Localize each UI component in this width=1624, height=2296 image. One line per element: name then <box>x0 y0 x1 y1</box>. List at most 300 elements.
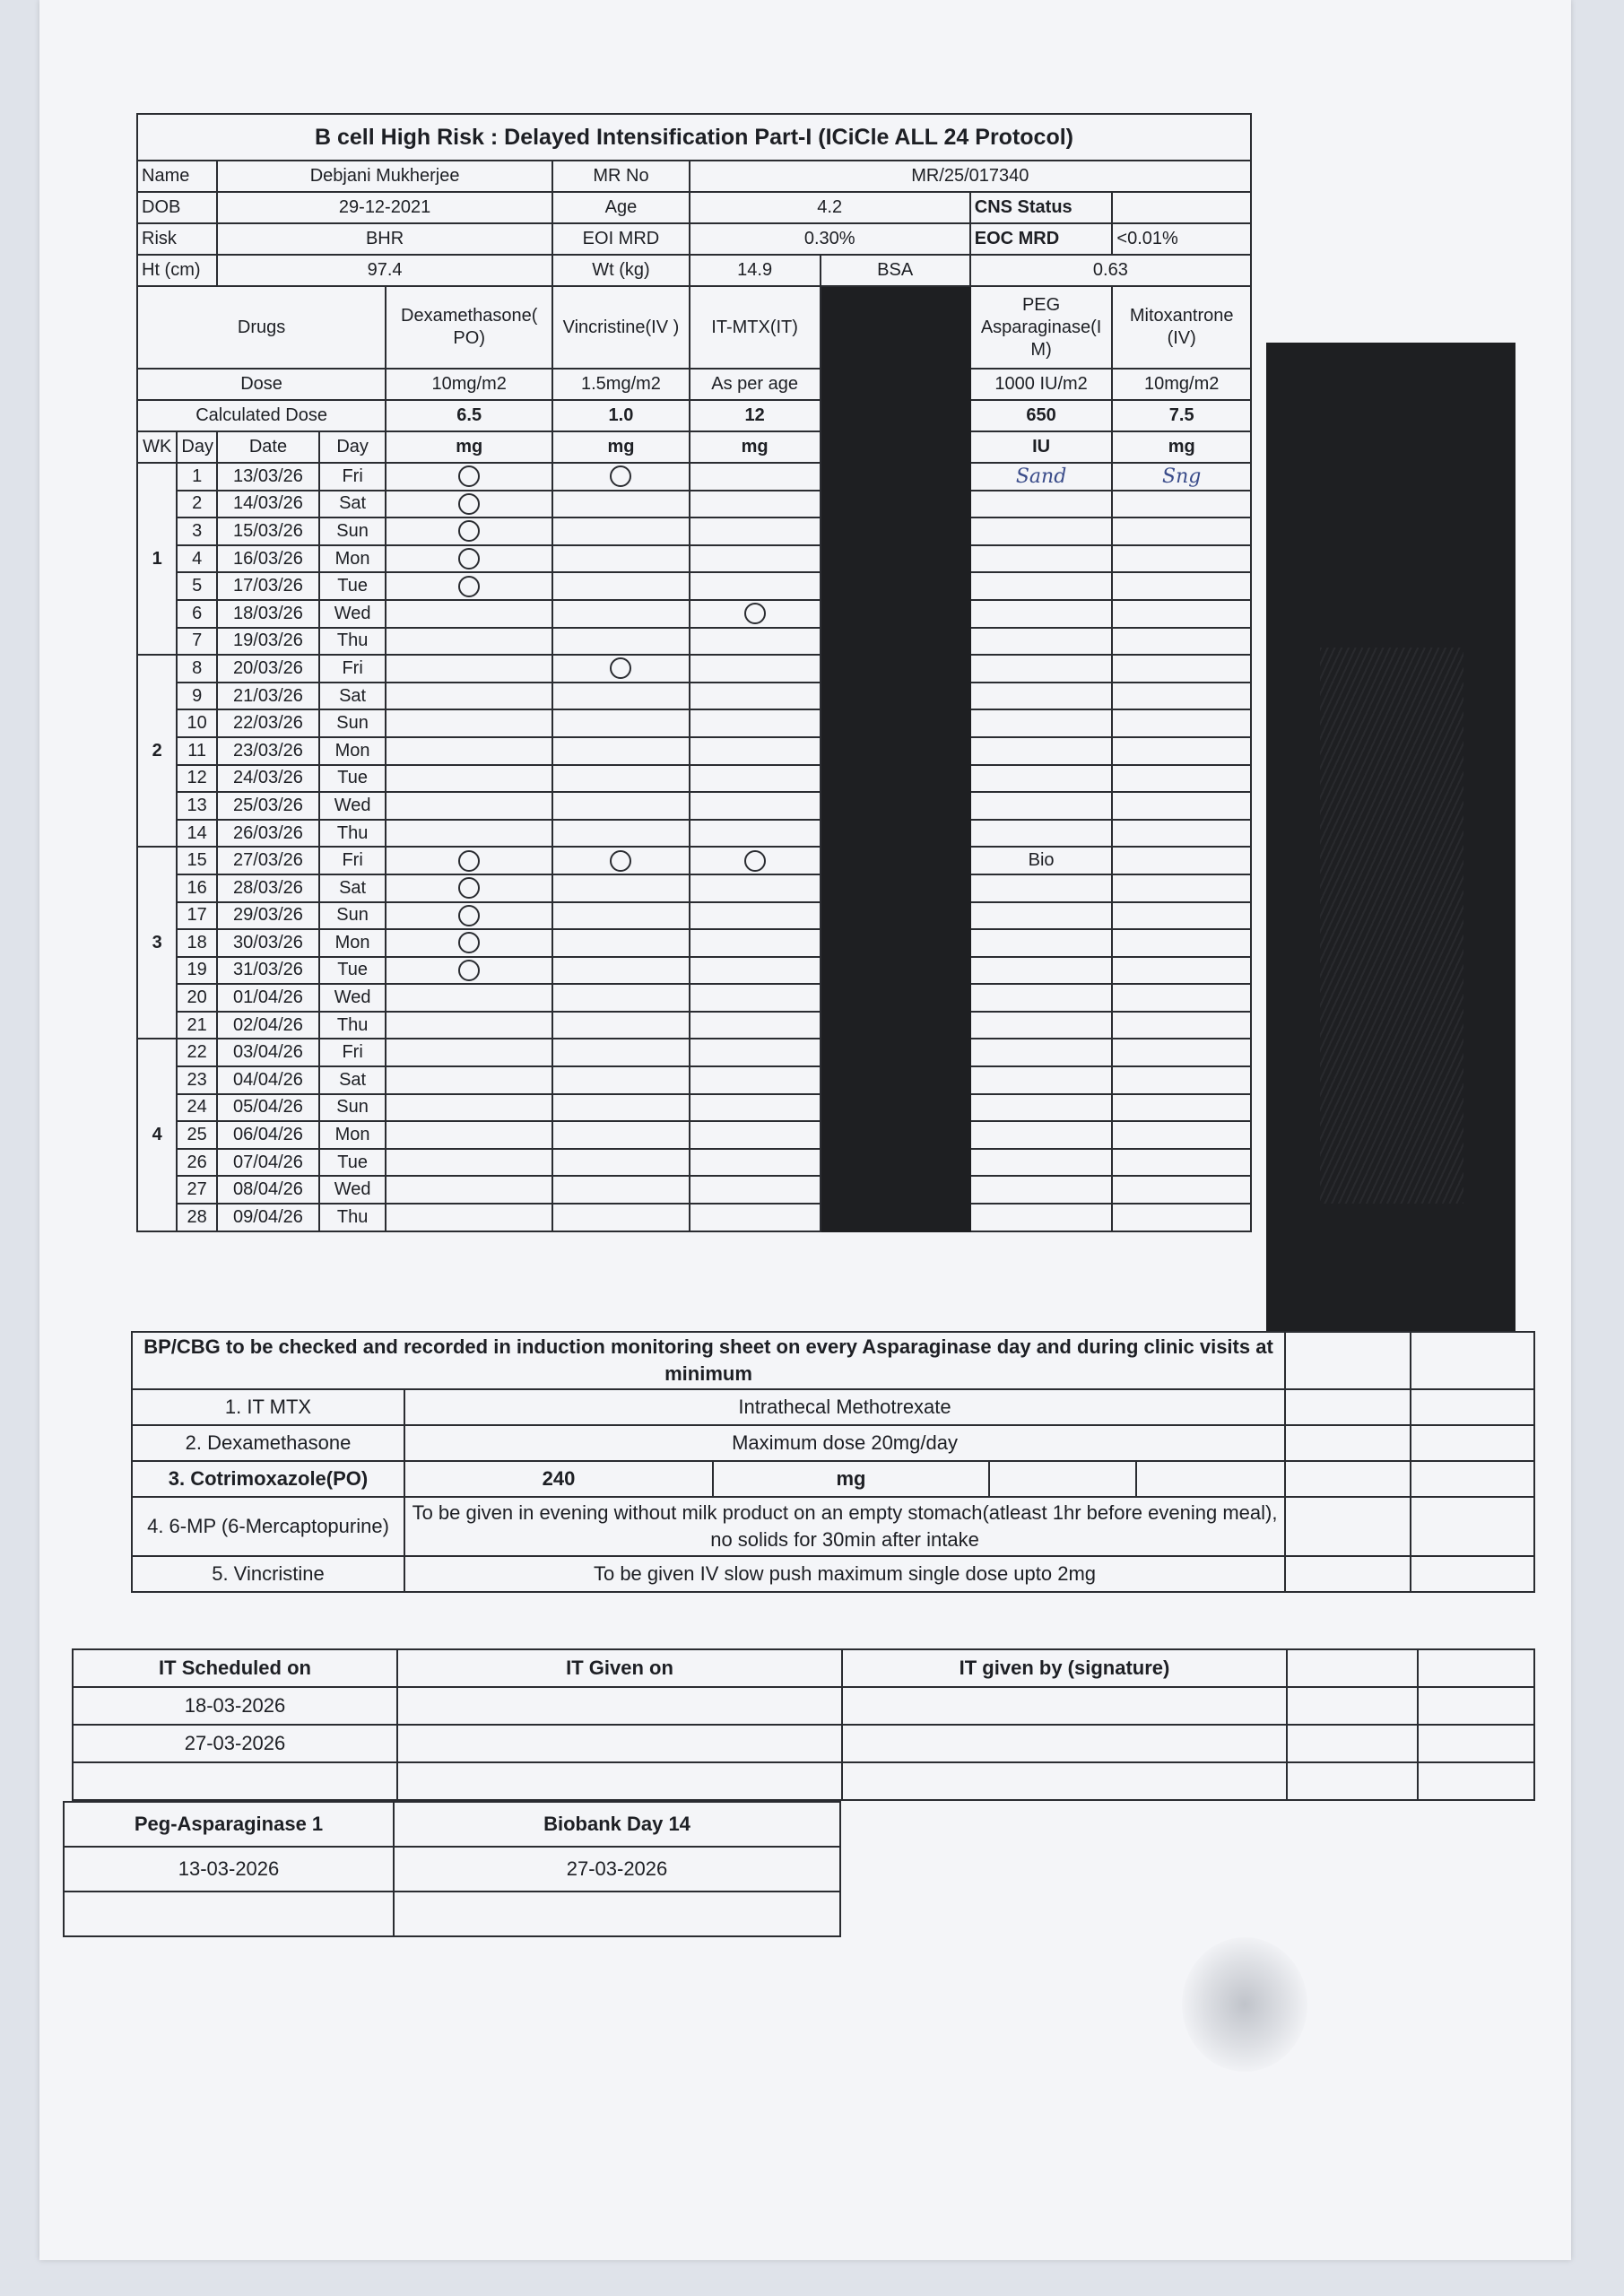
itmtx-cell[interactable] <box>690 929 821 957</box>
day-row <box>137 628 1251 656</box>
dexamethasone-note: Maximum dose 20mg/day <box>404 1425 1285 1461</box>
dose-circle-icon[interactable] <box>458 493 480 515</box>
itmtx-cell[interactable] <box>690 463 821 491</box>
mito-cell[interactable] <box>1112 792 1251 820</box>
day-number: 25 <box>177 1121 216 1149</box>
mito-cell[interactable] <box>1112 572 1251 600</box>
vinc-cell[interactable] <box>552 709 689 737</box>
itmtx-cell[interactable] <box>690 683 821 710</box>
day-weekday: Sun <box>319 517 386 545</box>
itmtx-calc: 12 <box>690 400 821 431</box>
day-number: 18 <box>177 929 216 957</box>
mito-cell[interactable] <box>1112 463 1251 491</box>
mito-cell[interactable] <box>1112 1204 1251 1231</box>
dexa-cell[interactable] <box>386 929 552 957</box>
vincristine-note: To be given IV slow push maximum single dose upto 2mg <box>404 1556 1285 1592</box>
itmtx-unit: mg <box>690 431 821 463</box>
dexa-cell[interactable] <box>386 709 552 737</box>
vinc-cell[interactable] <box>552 902 689 930</box>
day-row <box>137 957 1251 985</box>
dexa-cell[interactable] <box>386 984 552 1012</box>
dexa-unit: mg <box>386 431 552 463</box>
dose-circle-icon[interactable] <box>458 520 480 542</box>
dexa-cell[interactable] <box>386 517 552 545</box>
mito-cell[interactable] <box>1112 1176 1251 1204</box>
itmtx-cell[interactable] <box>690 572 821 600</box>
dexa-cell[interactable] <box>386 572 552 600</box>
weight-label: Wt (kg) <box>552 255 689 286</box>
it-given-by-2[interactable] <box>842 1725 1287 1762</box>
dexa-calc: 6.5 <box>386 400 552 431</box>
itmtx-cell[interactable] <box>690 545 821 573</box>
itmtx-cell[interactable] <box>690 902 821 930</box>
itmtx-cell[interactable] <box>690 874 821 902</box>
itmtx-dose: As per age <box>690 369 821 400</box>
itmtx-cell[interactable] <box>690 957 821 985</box>
peg-cell[interactable] <box>970 1121 1113 1149</box>
redacted-cell <box>821 1121 970 1149</box>
vinc-cell[interactable] <box>552 463 689 491</box>
peg-unit: IU <box>970 431 1113 463</box>
vinc-cell[interactable] <box>552 491 689 518</box>
week-number: 3 <box>137 847 177 1039</box>
itmtx-cell[interactable] <box>690 517 821 545</box>
day-row <box>137 820 1251 848</box>
vinc-cell[interactable] <box>552 1039 689 1066</box>
mitoxantrone-header: Mitoxantrone (IV) <box>1112 286 1251 369</box>
vinc-cell[interactable] <box>552 628 689 656</box>
peg-asparaginase-1-label: Peg-Asparaginase 1 <box>64 1802 394 1847</box>
cotrimoxazole-unit: mg <box>713 1461 989 1497</box>
day-weekday: Sun <box>319 1094 386 1122</box>
dose-circle-icon[interactable] <box>458 548 480 570</box>
dexa-cell[interactable] <box>386 1176 552 1204</box>
day-weekday: Fri <box>319 655 386 683</box>
patient-name: Debjani Mukherjee <box>217 161 552 192</box>
peg-cell[interactable] <box>970 491 1113 518</box>
day-weekday: Sun <box>319 902 386 930</box>
day-weekday: Wed <box>319 600 386 628</box>
day-date: 02/04/26 <box>217 1012 319 1039</box>
vinc-cell[interactable] <box>552 929 689 957</box>
bsa-value: 0.63 <box>970 255 1251 286</box>
itmtx-cell[interactable] <box>690 1121 821 1149</box>
itmtx-cell[interactable] <box>690 820 821 848</box>
dexamethasone-header: Dexamethasone( PO) <box>386 286 552 369</box>
day-row <box>137 792 1251 820</box>
mito-cell[interactable] <box>1112 709 1251 737</box>
dexa-cell[interactable] <box>386 847 552 874</box>
it-mtx-header: IT-MTX(IT) <box>690 286 821 369</box>
mito-cell[interactable] <box>1112 1094 1251 1122</box>
dexa-cell[interactable] <box>386 628 552 656</box>
height-value: 97.4 <box>217 255 552 286</box>
vinc-cell[interactable] <box>552 984 689 1012</box>
itmtx-cell[interactable] <box>690 847 821 874</box>
mito-cell[interactable] <box>1112 765 1251 793</box>
day-row <box>137 709 1251 737</box>
day-row <box>137 1176 1251 1204</box>
vinc-cell[interactable] <box>552 847 689 874</box>
dexa-cell[interactable] <box>386 1149 552 1177</box>
age-value: 4.2 <box>690 192 970 223</box>
it-given-date-2[interactable] <box>397 1725 842 1762</box>
6mp-note: To be given in evening without milk product on an empty stomach(atleast 1hr before evening meal), no solids for 30min after intake <box>404 1497 1285 1556</box>
day-date: 19/03/26 <box>217 628 319 656</box>
dose-circle-icon[interactable] <box>458 576 480 597</box>
vinc-cell[interactable] <box>552 957 689 985</box>
wk-header: WK <box>137 431 177 463</box>
bsa-label: BSA <box>821 255 970 286</box>
peg-asparaginase-1-date: 13-03-2026 <box>64 1847 394 1892</box>
itmtx-cell[interactable] <box>690 1012 821 1039</box>
dose-circle-icon[interactable] <box>744 850 766 872</box>
peg-cell[interactable] <box>970 628 1113 656</box>
vinc-cell[interactable] <box>552 600 689 628</box>
dexa-cell[interactable] <box>386 1204 552 1231</box>
dexa-cell[interactable] <box>386 874 552 902</box>
dexa-cell[interactable] <box>386 1039 552 1066</box>
day-date: 18/03/26 <box>217 600 319 628</box>
itmtx-cell[interactable] <box>690 491 821 518</box>
redacted-cell <box>821 463 970 491</box>
peg-cell[interactable] <box>970 820 1113 848</box>
day-weekday: Mon <box>319 545 386 573</box>
dob-label: DOB <box>137 192 217 223</box>
mito-cell[interactable] <box>1112 957 1251 985</box>
dexa-cell[interactable] <box>386 792 552 820</box>
dexa-cell[interactable] <box>386 1094 552 1122</box>
itmtx-cell[interactable] <box>690 655 821 683</box>
day-row <box>137 1039 1251 1066</box>
day-date: 15/03/26 <box>217 517 319 545</box>
dexa-cell[interactable] <box>386 545 552 573</box>
day-date: 01/04/26 <box>217 984 319 1012</box>
day-number: 8 <box>177 655 216 683</box>
it-scheduled-header: IT Scheduled on <box>73 1649 397 1687</box>
peg-cell[interactable] <box>970 572 1113 600</box>
vinc-cell[interactable] <box>552 683 689 710</box>
mito-cell[interactable] <box>1112 737 1251 765</box>
day-date: 07/04/26 <box>217 1149 319 1177</box>
mito-cell[interactable] <box>1112 1012 1251 1039</box>
itmtx-cell[interactable] <box>690 1204 821 1231</box>
vinc-cell[interactable] <box>552 1066 689 1094</box>
dexa-cell[interactable] <box>386 655 552 683</box>
dose-circle-icon[interactable] <box>610 465 631 487</box>
peg-cell[interactable] <box>970 655 1113 683</box>
mr-label: MR No <box>552 161 689 192</box>
mito-cell[interactable] <box>1112 820 1251 848</box>
mito-cell[interactable] <box>1112 874 1251 902</box>
mito-cell[interactable] <box>1112 655 1251 683</box>
mito-cell[interactable] <box>1112 847 1251 874</box>
day-weekday: Sat <box>319 874 386 902</box>
day-date: 08/04/26 <box>217 1176 319 1204</box>
redacted-cell <box>821 1149 970 1177</box>
mito-cell[interactable] <box>1112 1149 1251 1177</box>
peg-asparaginase-header: PEG Asparaginase(I M) <box>970 286 1113 369</box>
day-number: 12 <box>177 765 216 793</box>
itmtx-cell[interactable] <box>690 1066 821 1094</box>
redacted-cell <box>821 902 970 930</box>
vinc-cell[interactable] <box>552 545 689 573</box>
day-weekday: Sat <box>319 1066 386 1094</box>
day-number: 27 <box>177 1176 216 1204</box>
dose-circle-icon[interactable] <box>458 905 480 926</box>
dose-circle-icon[interactable] <box>458 877 480 899</box>
mito-cell[interactable] <box>1112 545 1251 573</box>
peg-cell[interactable] <box>970 1204 1113 1231</box>
peg-cell[interactable] <box>970 463 1113 491</box>
day-row <box>137 1149 1251 1177</box>
dexa-cell[interactable] <box>386 1121 552 1149</box>
day-number: 23 <box>177 1066 216 1094</box>
redacted-cell <box>821 545 970 573</box>
mito-cell[interactable] <box>1112 902 1251 930</box>
peg-cell[interactable] <box>970 957 1113 985</box>
vinc-cell[interactable] <box>552 1094 689 1122</box>
day-number: 20 <box>177 984 216 1012</box>
day-date: 05/04/26 <box>217 1094 319 1122</box>
peg-cell[interactable] <box>970 1012 1113 1039</box>
day-weekday: Sat <box>319 491 386 518</box>
itmtx-cell[interactable] <box>690 792 821 820</box>
peg-cell[interactable] <box>970 984 1113 1012</box>
week-number: 1 <box>137 463 177 655</box>
mito-cell[interactable] <box>1112 1039 1251 1066</box>
redacted-cell <box>821 709 970 737</box>
vincristine-header: Vincristine(IV ) <box>552 286 689 369</box>
peg-cell[interactable] <box>970 1176 1113 1204</box>
it-mtx-note: Intrathecal Methotrexate <box>404 1389 1285 1425</box>
itmtx-cell[interactable] <box>690 1176 821 1204</box>
peg-biobank-table <box>63 1801 841 1937</box>
day-number: 7 <box>177 628 216 656</box>
itmtx-cell[interactable] <box>690 1039 821 1066</box>
mito-cell[interactable] <box>1112 1066 1251 1094</box>
redacted-cell <box>821 1204 970 1231</box>
day-date: 25/03/26 <box>217 792 319 820</box>
dose-circle-icon[interactable] <box>610 657 631 679</box>
it-scheduled-date-2: 27-03-2026 <box>73 1725 397 1762</box>
dose-label: Dose <box>137 369 386 400</box>
day-number: 1 <box>177 463 216 491</box>
dexa-cell[interactable] <box>386 957 552 985</box>
it-given-by-header: IT given by (signature) <box>842 1649 1287 1687</box>
vinc-calc: 1.0 <box>552 400 689 431</box>
peg-cell[interactable] <box>970 1039 1113 1066</box>
day-date: 31/03/26 <box>217 957 319 985</box>
vinc-cell[interactable] <box>552 1012 689 1039</box>
notes-table <box>131 1331 1535 1593</box>
vinc-cell[interactable] <box>552 1176 689 1204</box>
mito-cell[interactable] <box>1112 683 1251 710</box>
peg-cell[interactable] <box>970 737 1113 765</box>
vinc-cell[interactable] <box>552 1204 689 1231</box>
mito-cell[interactable] <box>1112 600 1251 628</box>
day-date: 06/04/26 <box>217 1121 319 1149</box>
redacted-cell <box>821 820 970 848</box>
day-row <box>137 765 1251 793</box>
day-weekday: Wed <box>319 984 386 1012</box>
dose-circle-icon[interactable] <box>610 850 631 872</box>
day-date: 04/04/26 <box>217 1066 319 1094</box>
itmtx-cell[interactable] <box>690 1094 821 1122</box>
vinc-cell[interactable] <box>552 874 689 902</box>
day-weekday: Wed <box>319 1176 386 1204</box>
day-number: 13 <box>177 792 216 820</box>
dexa-cell[interactable] <box>386 820 552 848</box>
dexa-cell[interactable] <box>386 683 552 710</box>
day-row <box>137 847 1251 874</box>
peg-cell[interactable] <box>970 709 1113 737</box>
redacted-cell <box>821 683 970 710</box>
peg-cell[interactable] <box>970 902 1113 930</box>
peg-signature: Sand <box>1015 465 1067 488</box>
vinc-cell[interactable] <box>552 1121 689 1149</box>
vincristine-note-label: 5. Vincristine <box>132 1556 404 1592</box>
day-row <box>137 874 1251 902</box>
peg-cell[interactable] <box>970 1149 1113 1177</box>
it-given-by-1[interactable] <box>842 1687 1287 1725</box>
vinc-cell[interactable] <box>552 655 689 683</box>
peg-cell[interactable] <box>970 792 1113 820</box>
cns-value <box>1112 192 1251 223</box>
vinc-cell[interactable] <box>552 572 689 600</box>
day-date: 23/03/26 <box>217 737 319 765</box>
dexa-cell[interactable] <box>386 765 552 793</box>
mito-cell[interactable] <box>1112 984 1251 1012</box>
peg-cell[interactable] <box>970 929 1113 957</box>
day-number: 15 <box>177 847 216 874</box>
dose-circle-icon[interactable] <box>458 960 480 981</box>
day-number: 4 <box>177 545 216 573</box>
dexa-cell[interactable] <box>386 902 552 930</box>
day-weekday: Tue <box>319 765 386 793</box>
day-number: 3 <box>177 517 216 545</box>
day-number: 6 <box>177 600 216 628</box>
vinc-cell[interactable] <box>552 1149 689 1177</box>
dose-circle-icon[interactable] <box>744 603 766 624</box>
vinc-cell[interactable] <box>552 765 689 793</box>
peg-cell[interactable]: Bio <box>970 847 1113 874</box>
it-given-header: IT Given on <box>397 1649 842 1687</box>
dexa-cell[interactable] <box>386 491 552 518</box>
redacted-cell <box>821 792 970 820</box>
day-date: 30/03/26 <box>217 929 319 957</box>
day-number: 17 <box>177 902 216 930</box>
vinc-cell[interactable] <box>552 792 689 820</box>
redacted-cell <box>821 572 970 600</box>
redacted-cell <box>821 1066 970 1094</box>
vinc-cell[interactable] <box>552 737 689 765</box>
day-row <box>137 1012 1251 1039</box>
itmtx-cell[interactable] <box>690 600 821 628</box>
mito-cell[interactable] <box>1112 628 1251 656</box>
mito-cell[interactable] <box>1112 517 1251 545</box>
vinc-cell[interactable] <box>552 820 689 848</box>
it-scheduled-date-1: 18-03-2026 <box>73 1687 397 1725</box>
day-date: 29/03/26 <box>217 902 319 930</box>
dexa-cell[interactable] <box>386 1012 552 1039</box>
peg-cell[interactable] <box>970 545 1113 573</box>
weekday-header: Day <box>319 431 386 463</box>
itmtx-cell[interactable] <box>690 1149 821 1177</box>
itmtx-cell[interactable] <box>690 709 821 737</box>
redacted-cell <box>821 737 970 765</box>
itmtx-cell[interactable] <box>690 765 821 793</box>
day-number: 19 <box>177 957 216 985</box>
day-row <box>137 572 1251 600</box>
dob-value: 29-12-2021 <box>217 192 552 223</box>
day-weekday: Mon <box>319 929 386 957</box>
day-weekday: Wed <box>319 792 386 820</box>
day-number: 26 <box>177 1149 216 1177</box>
calculated-dose-label: Calculated Dose <box>137 400 386 431</box>
peg-cell[interactable] <box>970 874 1113 902</box>
day-weekday: Thu <box>319 1204 386 1231</box>
dexa-cell[interactable] <box>386 600 552 628</box>
peg-cell[interactable] <box>970 765 1113 793</box>
cotrimoxazole-label: 3. Cotrimoxazole(PO) <box>132 1461 404 1497</box>
day-row <box>137 1204 1251 1231</box>
peg-cell[interactable] <box>970 683 1113 710</box>
risk-label: Risk <box>137 223 217 255</box>
dexa-cell[interactable] <box>386 1066 552 1094</box>
day-weekday: Thu <box>319 1012 386 1039</box>
peg-cell[interactable] <box>970 600 1113 628</box>
day-row <box>137 600 1251 628</box>
cotrimoxazole-value: 240 <box>404 1461 713 1497</box>
peg-cell[interactable] <box>970 1094 1113 1122</box>
dose-circle-icon[interactable] <box>458 850 480 872</box>
peg-cell[interactable] <box>970 1066 1113 1094</box>
dexa-cell[interactable] <box>386 463 552 491</box>
sheet-title: B cell High Risk : Delayed Intensification Part-I (ICiCle ALL 24 Protocol) <box>137 114 1251 161</box>
day-row <box>137 929 1251 957</box>
vinc-cell[interactable] <box>552 517 689 545</box>
day-date: 14/03/26 <box>217 491 319 518</box>
dose-circle-icon[interactable] <box>458 932 480 953</box>
redacted-cell <box>821 1094 970 1122</box>
mito-cell[interactable] <box>1112 491 1251 518</box>
day-date: 26/03/26 <box>217 820 319 848</box>
mito-cell[interactable] <box>1112 929 1251 957</box>
dexa-cell[interactable] <box>386 737 552 765</box>
peg-cell[interactable] <box>970 517 1113 545</box>
day-row <box>137 463 1251 491</box>
dose-circle-icon[interactable] <box>458 465 480 487</box>
itmtx-cell[interactable] <box>690 737 821 765</box>
mito-unit: mg <box>1112 431 1251 463</box>
it-schedule-table <box>72 1648 1535 1801</box>
it-mtx-note-label: 1. IT MTX <box>132 1389 404 1425</box>
it-given-date-1[interactable] <box>397 1687 842 1725</box>
6mp-label: 4. 6-MP (6-Mercaptopurine) <box>132 1497 404 1556</box>
mito-cell[interactable] <box>1112 1121 1251 1149</box>
day-row <box>137 683 1251 710</box>
day-date: 03/04/26 <box>217 1039 319 1066</box>
day-row <box>137 1121 1251 1149</box>
itmtx-cell[interactable] <box>690 984 821 1012</box>
redacted-cell <box>821 655 970 683</box>
itmtx-cell[interactable] <box>690 628 821 656</box>
day-row <box>137 902 1251 930</box>
day-number: 10 <box>177 709 216 737</box>
redacted-cell <box>821 765 970 793</box>
redacted-cell <box>821 957 970 985</box>
